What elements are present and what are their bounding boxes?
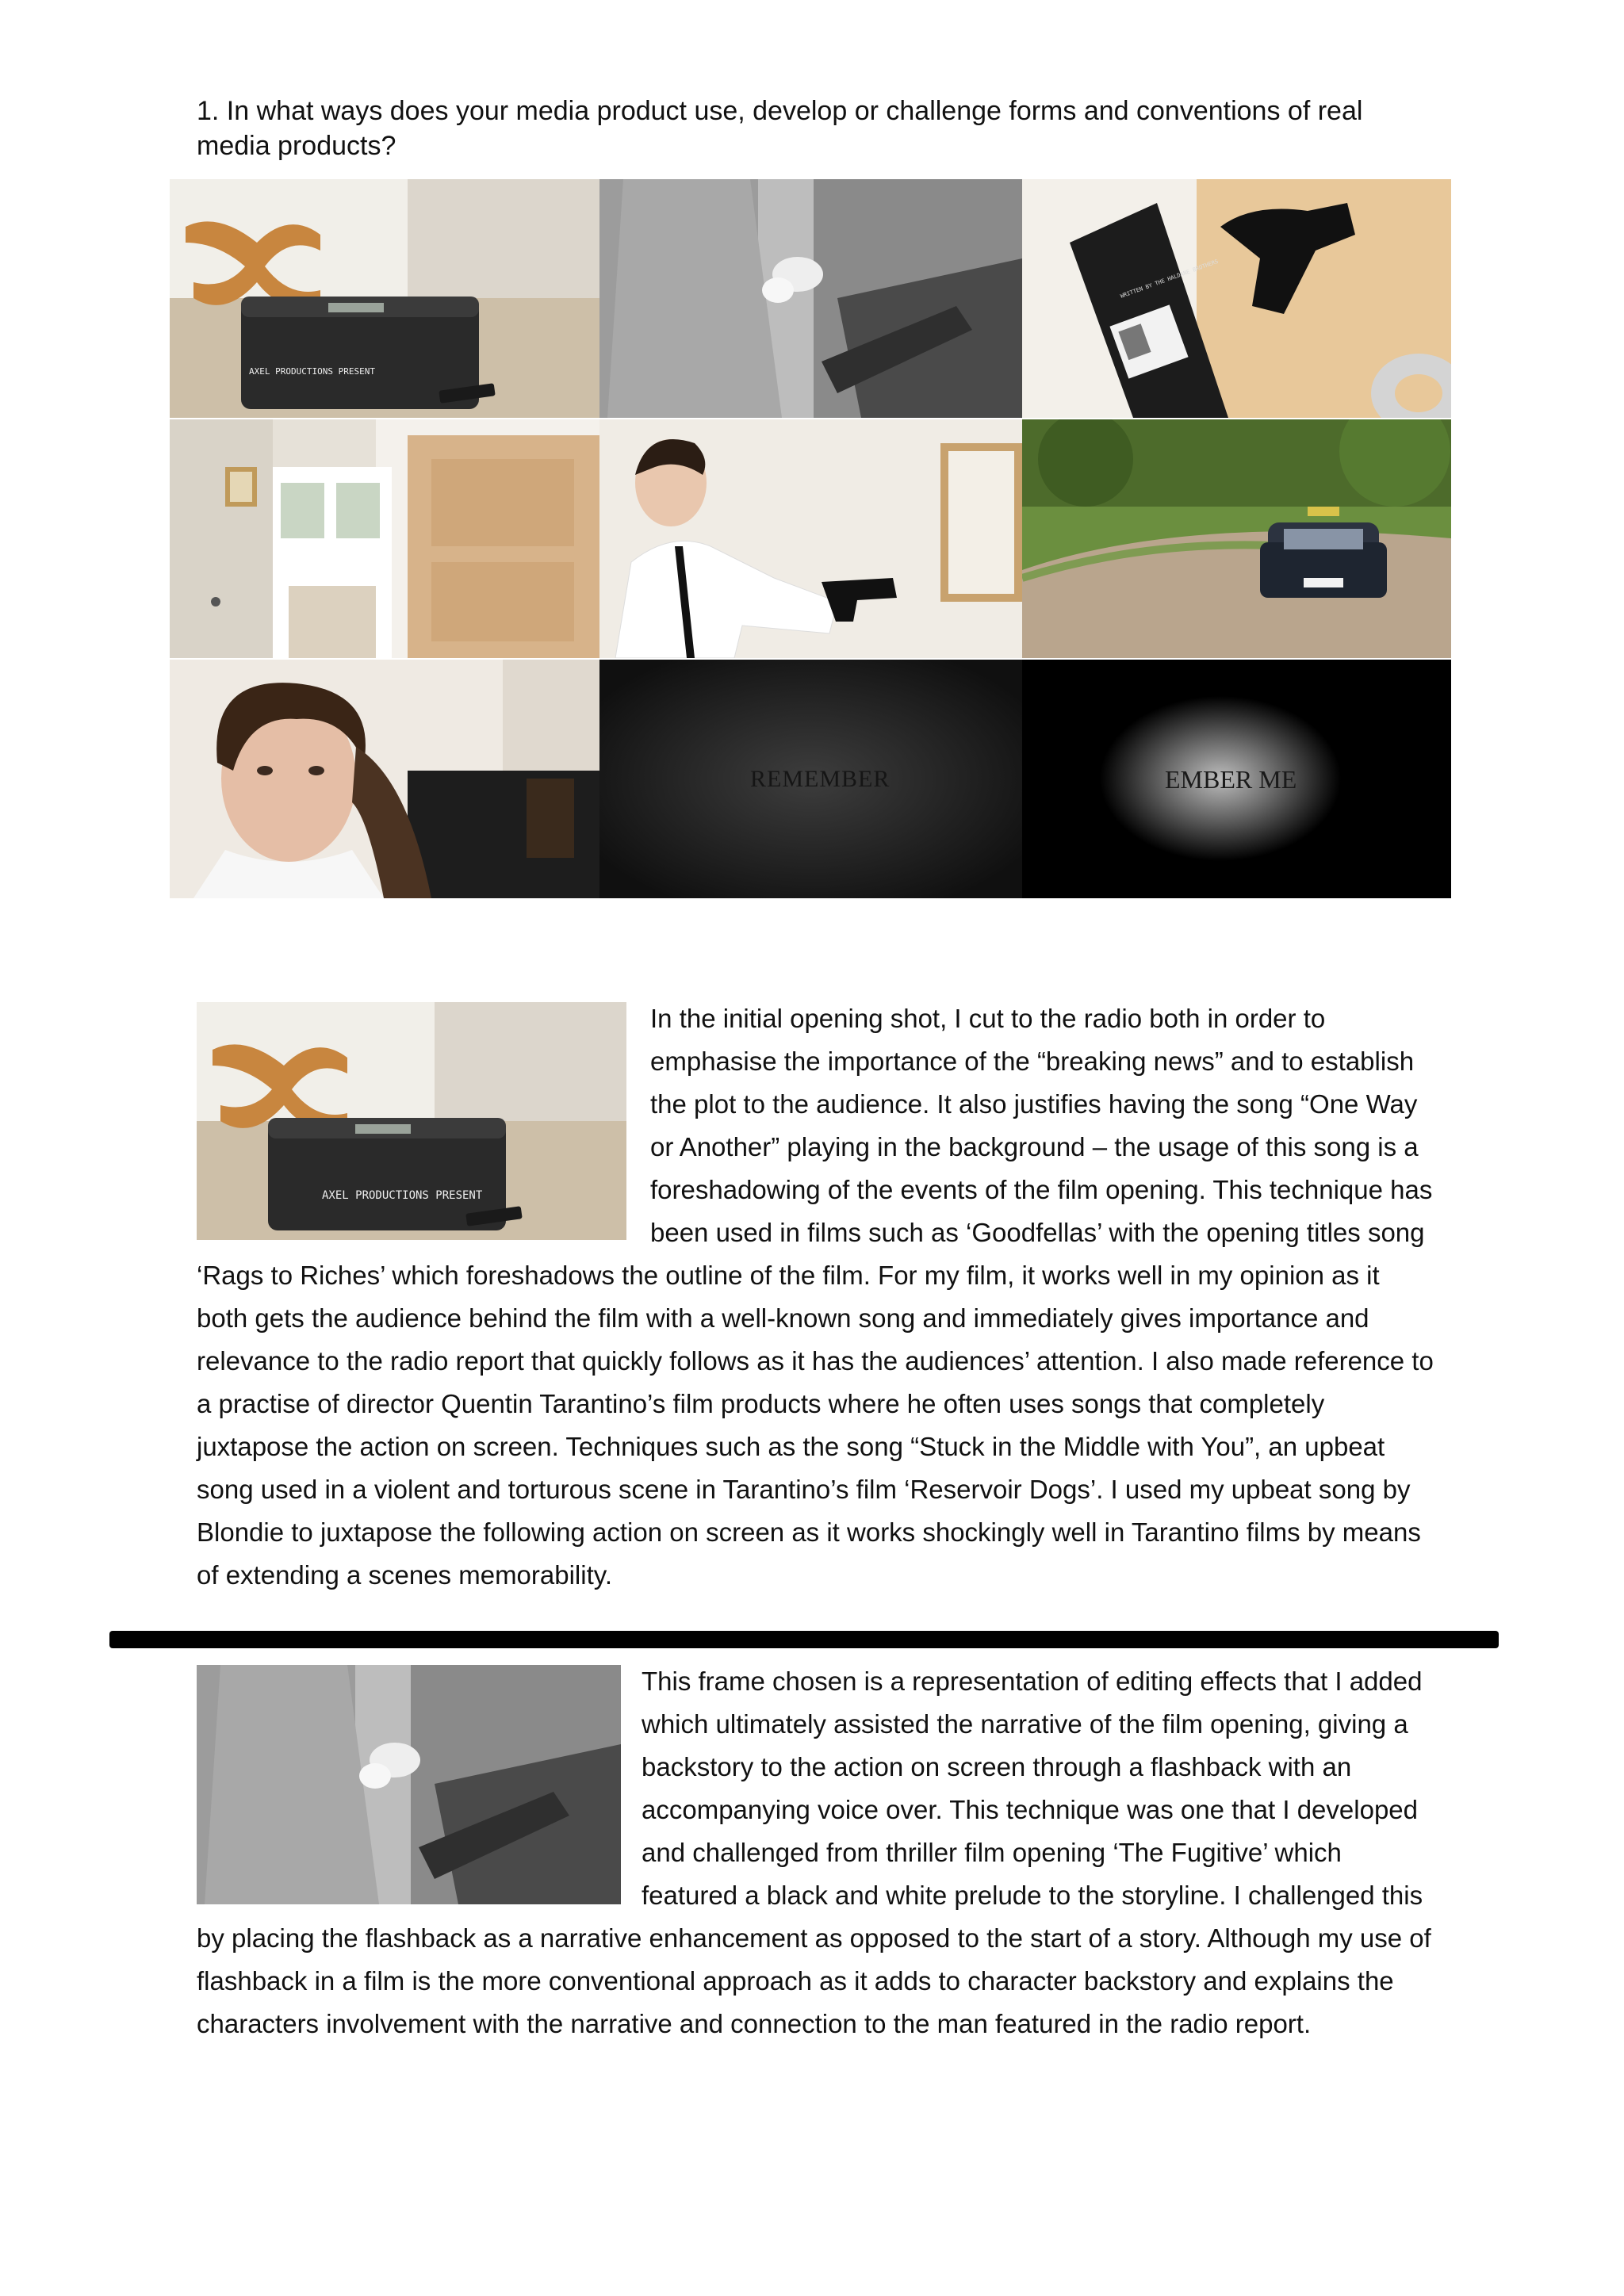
remember-caption: REMEMBER [750, 766, 891, 792]
character-closeup-frame [170, 660, 599, 898]
radio-frame-caption: AXEL PRODUCTIONS PRESENT [249, 366, 375, 377]
section1-text: In the initial opening shot, I cut to the radio both in order to emphasise the importance of the “breaking news” and to establish the plot to the audience. It also justifies having the song “One Way or Another” playing in the background – the usage of this song is a foreshadowing of the events of the film opening. This technique has been used in films such as ‘Goodfellas’ with the opening titles song ‘Rags to Riches’ which foreshadows the outline of the film. For my film, it works well in my opinion as it both gets the audience behind the film with a well-known song and immediately gives importance and relevance to the radio report that quickly follows as it has the audiences’ attention. I also made reference to a practise of director Quentin Tarantino’s film products where he often uses songs that completely juxtapose the action on screen. Techniques such as the song “Stuck in the Middle with You”, an upbeat song used in a violent and torturous scene in Tarantino’s film ‘Reservoir Dogs’. I used my upbeat song by Blondie to juxtapose the following action on screen as it works shockingly well in Tarantino films by means of extending a scenes memorability. [197, 1004, 1434, 1590]
section-radio-analysis [197, 997, 1434, 1597]
storyboard-grid [170, 179, 1451, 898]
gun-prop-caption: WRITTEN BY THE HALDANE BROTHERS [1119, 258, 1220, 300]
radio-thumbnail-caption: AXEL PRODUCTIONS PRESENT [322, 1189, 483, 1202]
section-flashback-analysis [197, 1660, 1434, 2045]
flashback-thumbnail [197, 1665, 621, 1904]
question-heading: 1. In what ways does your media product use, develop or challenge forms and conventions of real media products? [197, 96, 1363, 161]
gunman-frame [599, 419, 1022, 658]
hallway-frame [170, 419, 599, 658]
remember-me-caption: EMBER ME [1165, 765, 1297, 794]
car-driveway-frame [1022, 419, 1451, 658]
gun-prop-frame [1022, 179, 1451, 418]
radio-frame [170, 179, 599, 418]
section2-text: This frame chosen is a representation of editing effects that I added which ultimately assisted the narrative of the film opening, giving a backstory to the action on screen through a flashback with an accompanying voice over. This technique was one that I developed and challenged from thriller film opening ‘The Fugitive’ which featured a black and white prelude to the storyline. I challenged this by placing the flashback as a narrative enhancement as opposed to the start of a story. Although my use of flashback in a film is the more conventional approach as it adds to character backstory and explains the characters involvement with the narrative and connection to the man featured in the radio report. [197, 1667, 1431, 2038]
flashback-frame [599, 179, 1022, 418]
remember-me-title-frame [1022, 660, 1451, 898]
remember-title-frame [599, 660, 1022, 898]
section-divider [109, 1631, 1499, 1648]
radio-thumbnail [197, 1002, 626, 1240]
